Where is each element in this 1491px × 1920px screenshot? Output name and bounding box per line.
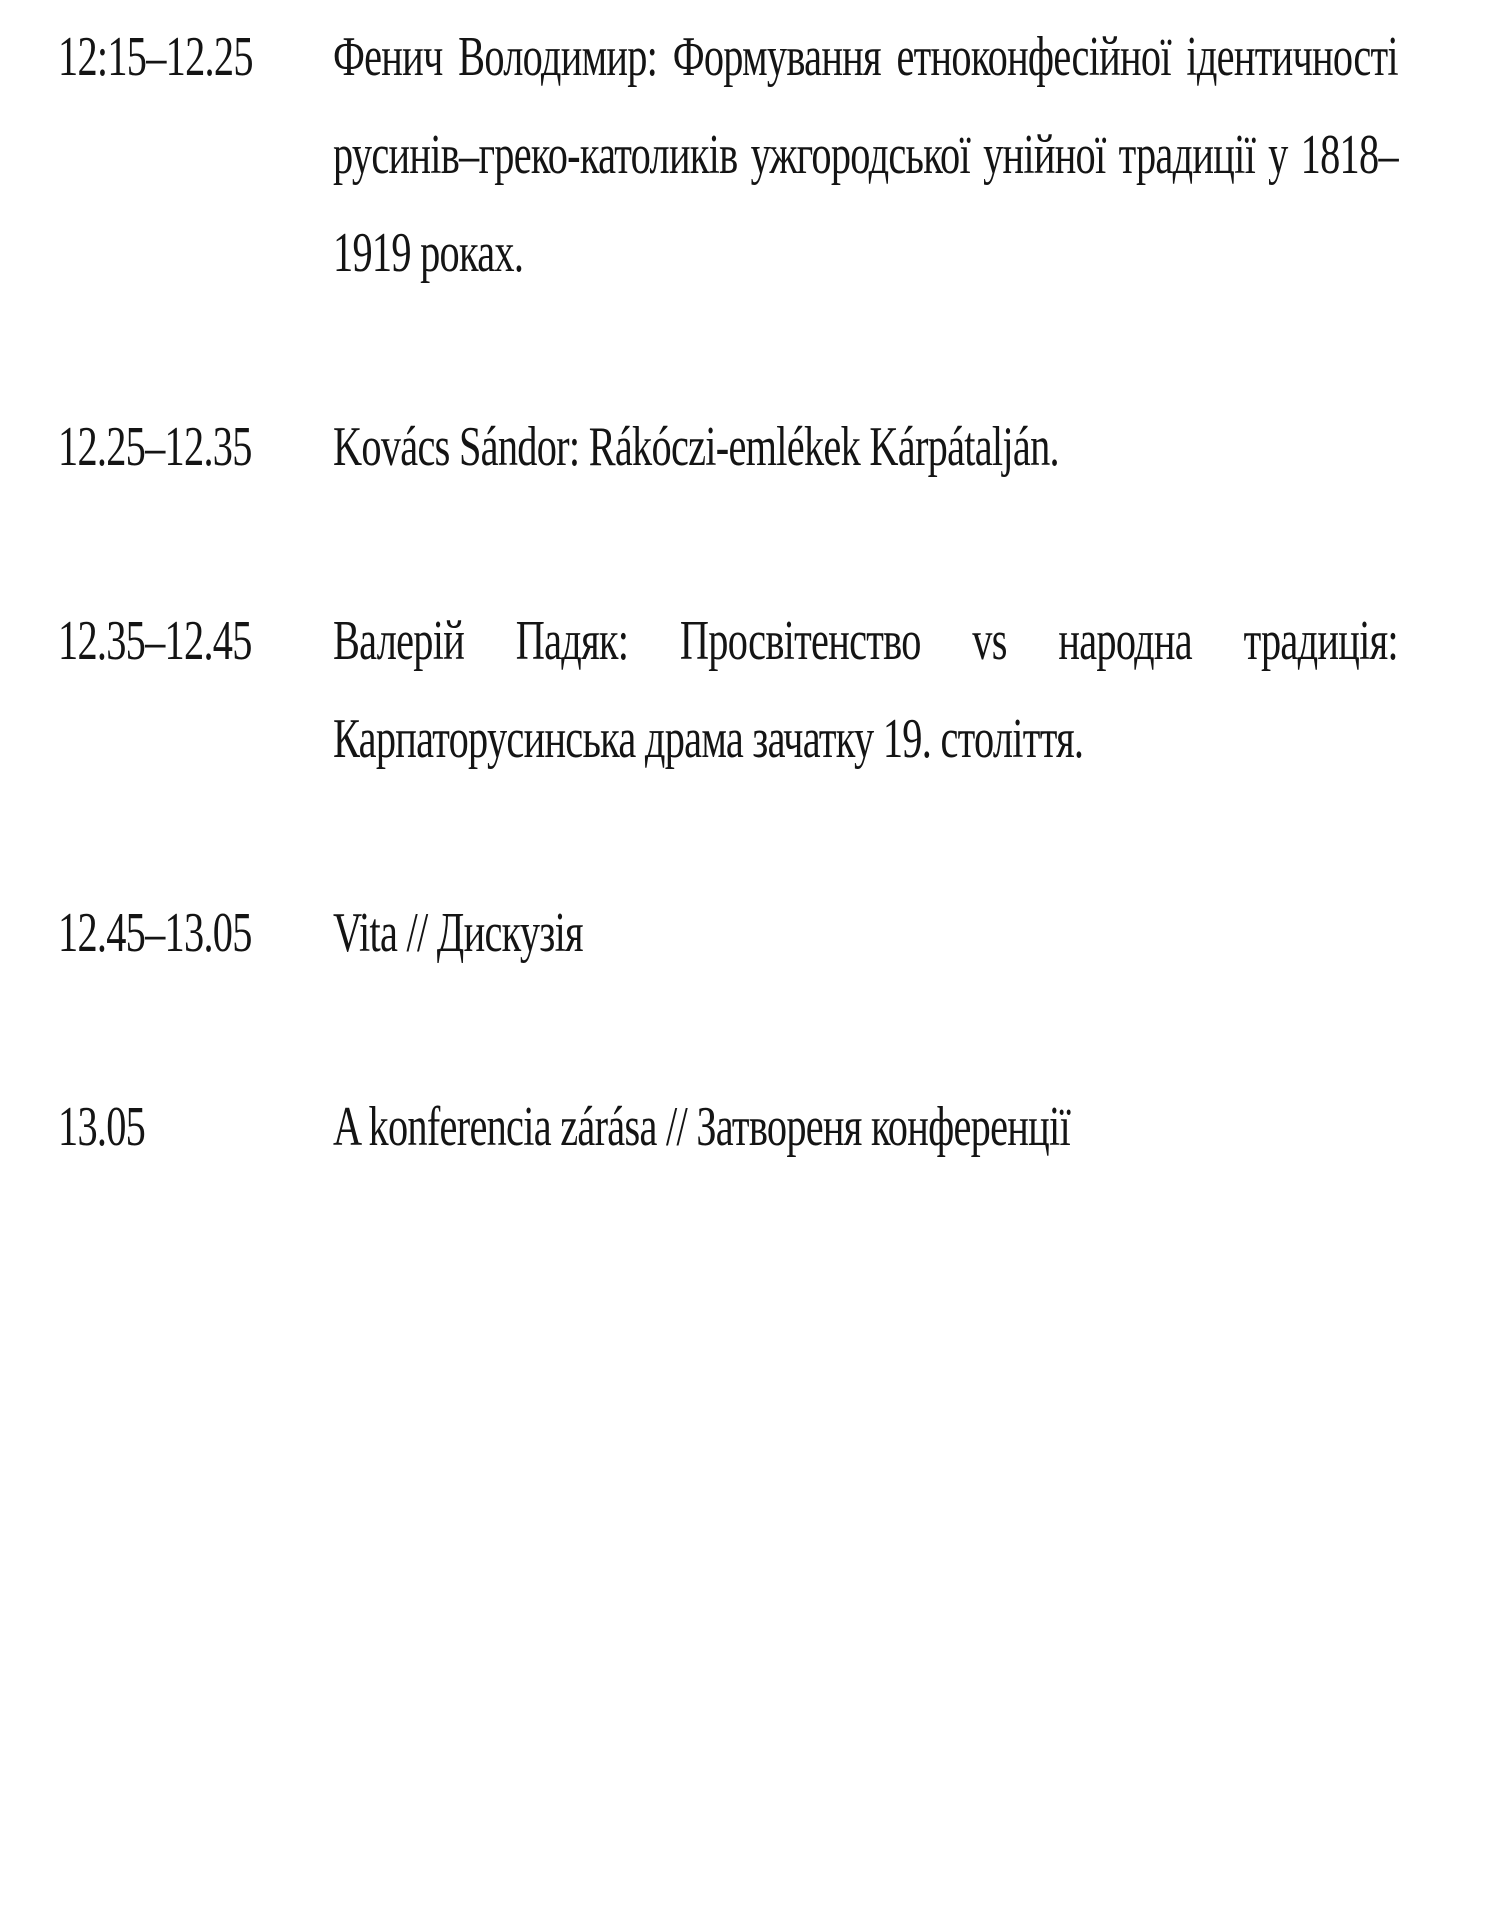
- schedule-time: 12:15–12.25: [58, 26, 253, 88]
- schedule-description: [333, 8, 1398, 302]
- spacer: [58, 302, 1398, 398]
- schedule-text: Kovács Sándor: Rákóczi-emlékek Kárpátalján.: [333, 416, 1059, 478]
- spacer: [58, 496, 1398, 592]
- schedule-text: Vita // Дискузія: [333, 902, 583, 964]
- schedule-time: 12.45–13.05: [58, 902, 252, 964]
- spacer: [58, 788, 1398, 884]
- spacer: [58, 982, 1398, 1078]
- schedule-time: 13.05: [58, 1096, 146, 1158]
- schedule-entry: [58, 8, 1398, 302]
- schedule-description: [333, 1078, 1398, 1176]
- schedule-text: A konferencia zárása // Затвореня конференції: [333, 1096, 1070, 1158]
- conference-schedule: [58, 8, 1398, 1176]
- schedule-text: Фенич Володимир: Формування етноконфесійної ідентичності русинів–греко-католиків ужгородської унійної традиції у 1818–1919 роках.: [333, 26, 1398, 284]
- schedule-time: 12.25–12.35: [58, 416, 252, 478]
- schedule-description: [333, 398, 1398, 496]
- schedule-description: [333, 884, 1398, 982]
- schedule-entry: [58, 1078, 1398, 1176]
- schedule-time: 12.35–12.45: [58, 610, 252, 672]
- schedule-entry: [58, 398, 1398, 496]
- schedule-entry: [58, 592, 1398, 788]
- schedule-text: Валерій Падяк: Просвітенство vs народна традиція: Карпаторусинська драма зачатку 19. століття.: [333, 610, 1398, 770]
- schedule-entry: [58, 884, 1398, 982]
- schedule-description: [333, 592, 1398, 788]
